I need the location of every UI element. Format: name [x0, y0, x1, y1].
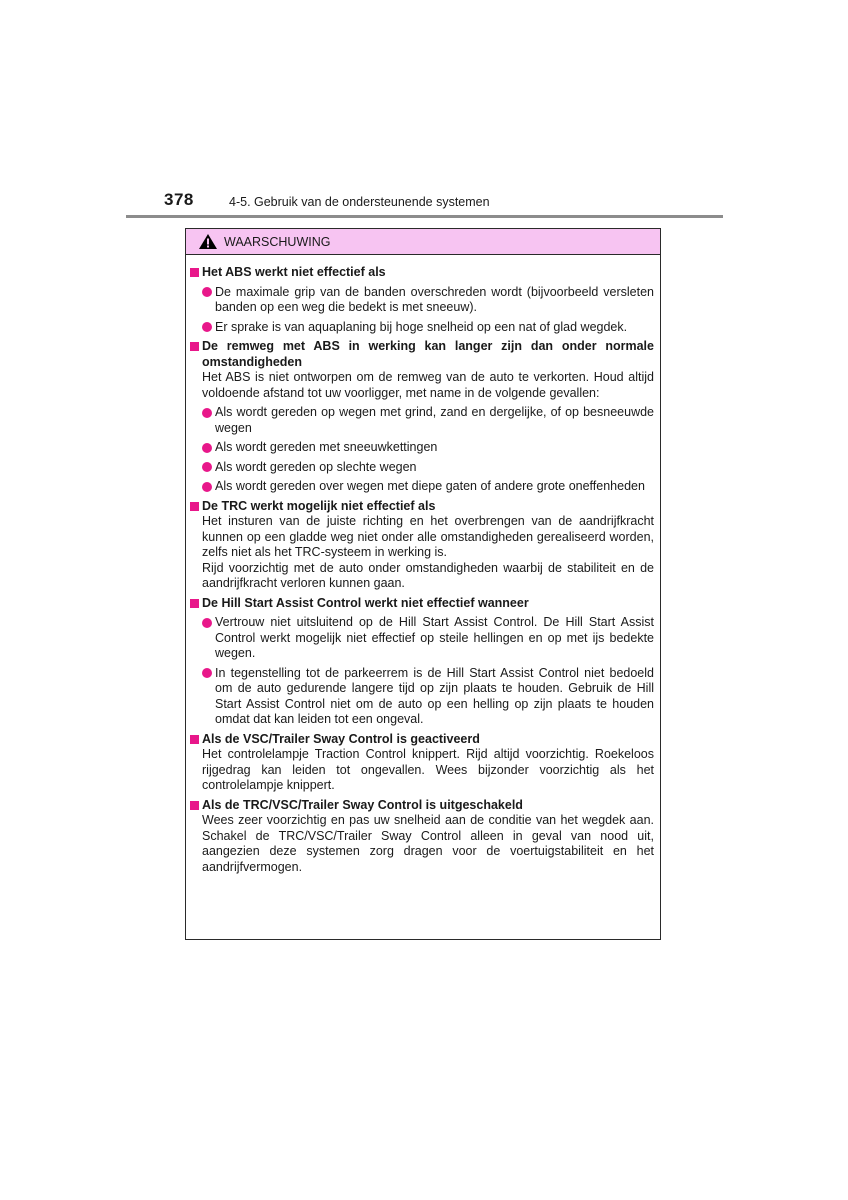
section-title: Het ABS werkt niet effectief als: [202, 265, 386, 279]
section-paragraph: Rijd voorzichtig met de auto onder omstandigheden waarbij de stabiliteit en de aandrijfkracht verloren kunnen gaan.: [202, 560, 654, 590]
section-paragraph: Wees zeer voorzichtig en pas uw snelheid aan de conditie van het wegdek aan. Schakel de TRC/VSC/Trailer Sway Control alleen in geval van nood uit, aangezien deze systemen zorg dragen voor de voertuigstabiliteit en het aandrijfvermogen.: [202, 813, 654, 874]
list-item: In tegenstelling tot de parkeerrem is de Hill Start Assist Control niet bedoeld om de auto gedurende langere tijd op zijn plaats te houden. Gebruik de Hill Start Assist Control niet om de auto op een helling op zijn plaats te houden omdat dat kan leiden tot een ongeval.: [190, 666, 654, 728]
pink-square-icon: [190, 502, 199, 511]
warning-section: [190, 732, 654, 794]
pink-dot-icon: [202, 668, 212, 678]
pink-square-icon: [190, 342, 199, 351]
pink-dot-icon: [202, 443, 212, 453]
list-item: Als wordt gereden op wegen met grind, zand en dergelijke, of op besneeuwde wegen: [190, 405, 654, 436]
list-item: Als wordt gereden op slechte wegen: [190, 460, 654, 476]
pink-dot-icon: [202, 618, 212, 628]
section-title: Als de VSC/Trailer Sway Control is geactiveerd: [202, 731, 480, 746]
list-item: De maximale grip van de banden overschreden wordt (bijvoorbeeld versleten banden op een weg die bedekt is met sneeuw).: [190, 285, 654, 316]
warning-body: [186, 255, 660, 875]
warning-section: [190, 798, 654, 876]
pink-dot-icon: [202, 462, 212, 472]
section-title: De Hill Start Assist Control werkt niet effectief wanneer: [202, 595, 529, 610]
warning-section: [190, 499, 654, 592]
page-number: 378: [164, 190, 194, 209]
list-item: Vertrouw niet uitsluitend op de Hill Start Assist Control. De Hill Start Assist Control werkt mogelijk niet effectief op steile hellingen en op met ijs bedekte wegen.: [190, 615, 654, 662]
pink-dot-icon: [202, 322, 212, 332]
chapter-title: 4-5. Gebruik van de ondersteunende systemen: [229, 195, 490, 209]
warning-triangle-icon: [198, 233, 218, 250]
list-item: Als wordt gereden over wegen met diepe gaten of andere grote oneffenheden: [190, 479, 654, 495]
warning-section: [190, 265, 654, 335]
pink-dot-icon: [202, 287, 212, 297]
list-item: Als wordt gereden met sneeuwkettingen: [190, 440, 654, 456]
header-rule: [126, 215, 723, 218]
warning-header: [186, 229, 660, 255]
pink-dot-icon: [202, 408, 212, 418]
warning-title: WAARSCHUWING: [224, 234, 331, 249]
section-title: Als de TRC/VSC/Trailer Sway Control is uitgeschakeld: [202, 797, 523, 812]
warning-section: [190, 339, 654, 495]
pink-dot-icon: [202, 482, 212, 492]
section-title: De TRC werkt mogelijk niet effectief als: [202, 498, 436, 513]
section-paragraph: Het ABS is niet ontworpen om de remweg van de auto te verkorten. Houd altijd voldoende afstand tot uw voorligger, met name in de volgende gevallen:: [202, 370, 654, 400]
warning-section: [190, 596, 654, 728]
section-paragraph: Het insturen van de juiste richting en het overbrengen van de aandrijfkracht kunnen op een gladde weg niet onder alle omstandigheden gerealiseerd worden, zelfs niet als het TRC-systeem in werking is.: [202, 514, 654, 559]
section-title: De remweg met ABS in werking kan langer zijn dan onder normale omstandigheden: [202, 339, 654, 369]
pink-square-icon: [190, 268, 199, 277]
warning-box: [185, 228, 661, 940]
pink-square-icon: [190, 735, 199, 744]
section-paragraph: Het controlelampje Traction Control knippert. Rijd altijd voorzichtig. Roekeloos rijgedrag kan leiden tot ongevallen. Wees bijzonder voorzichtig als het controlelampje knippert.: [202, 747, 654, 792]
pink-square-icon: [190, 801, 199, 810]
list-item: Er sprake is van aquaplaning bij hoge snelheid op een nat of glad wegdek.: [190, 320, 654, 336]
pink-square-icon: [190, 599, 199, 608]
